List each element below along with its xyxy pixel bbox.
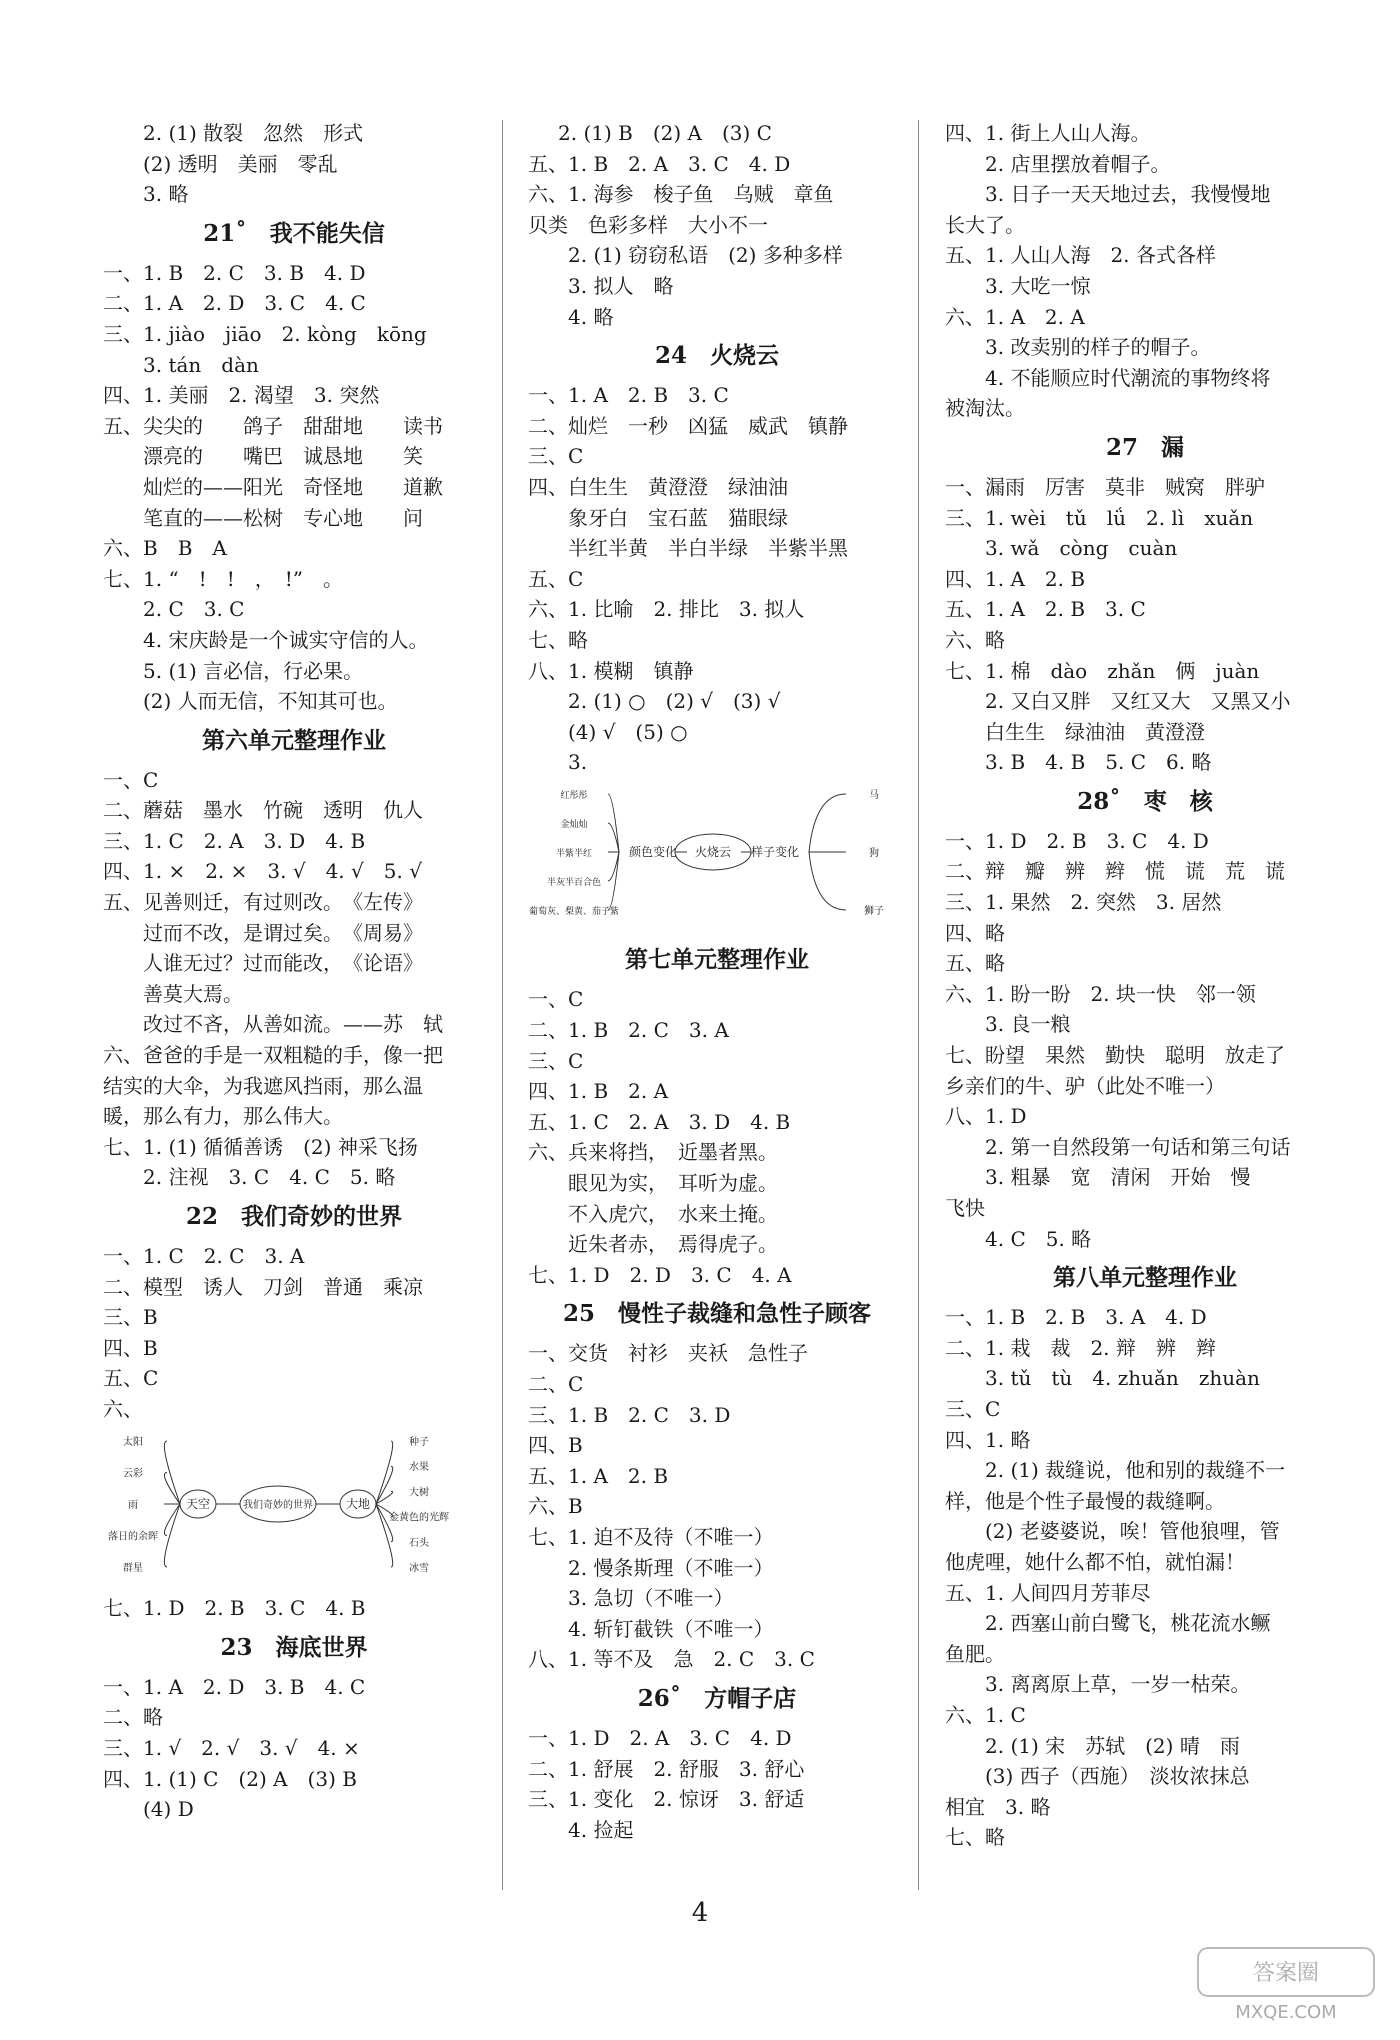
answer-line: 二、辩 瓣 辨 辫 慌 谎 荒 谎 [945, 859, 1285, 884]
answer-line: 3. 离离原上草，一岁一枯荣。 [985, 1672, 1251, 1697]
answer-line: 三、C [528, 444, 584, 469]
answer-line: 3. tán dàn [143, 352, 259, 377]
map-right-leaf: 狮子 [864, 905, 884, 917]
answer-line: 五、1. 人山人海 2. 各式各样 [945, 243, 1216, 268]
answer-line: 白生生 绿油油 黄澄澄 [985, 719, 1205, 744]
answer-line: 一、1. B 2. B 3. A 4. D [945, 1305, 1207, 1330]
answer-line: 四、白生生 黄澄澄 绿油油 [528, 474, 788, 499]
answer-line: 飞快 [945, 1196, 985, 1220]
answer-line: 3. 急切（不唯一） [568, 1586, 734, 1611]
answer-line: 过而不改，是谓过矣。 《周易》 [103, 920, 423, 945]
answer-line: 五、C [103, 1366, 159, 1391]
answer-line: 暖，那么有力，那么伟大。 [103, 1104, 343, 1129]
map-right-leaf: 冰雪 [409, 1562, 429, 1574]
answer-line: (2) 老婆婆说，唉！管他狼哩，管 [985, 1519, 1280, 1544]
answer-line: 他虎哩，她什么都不怕，就怕漏！ [945, 1549, 1245, 1574]
answer-line: 三、1. √ 2. √ 3. √ 4. × [103, 1735, 360, 1760]
answer-line: 七、1. (1) 循循善诱 (2) 神采飞扬 [103, 1134, 418, 1159]
answer-line: 四、1. 略 [945, 1427, 1031, 1452]
answer-line: (3) 西子（西施） 淡妆浓抹总 [985, 1764, 1250, 1789]
answer-line: 2. 慢条斯理（不唯一） [568, 1555, 774, 1580]
answer-line: 五、1. 人间四月芳菲尽 [945, 1580, 1151, 1605]
answer-column-2 [528, 118, 906, 1845]
svg-text:MXQE.COM: MXQE.COM [1235, 2002, 1337, 2023]
mind-map [103, 1429, 485, 1588]
answer-line: 六、兵来将挡， 近墨者黑。 [528, 1140, 778, 1165]
map-right-leaf: 种子 [409, 1436, 429, 1448]
answer-line: 象牙白 宝石蓝 猫眼绿 [528, 505, 788, 530]
map-right-hub-label: 大地 [345, 1496, 371, 1511]
answer-line: 六、B [528, 1494, 583, 1519]
answer-line: 七、略 [945, 1825, 1005, 1850]
map-right-leaf: 水果 [409, 1461, 429, 1473]
answer-line: 三、1. 果然 2. 突然 3. 居然 [945, 890, 1222, 915]
answer-line: 人谁无过？过而能改， 《论语》 [103, 951, 423, 976]
answer-line: 乡亲们的牛、驴（此处不唯一） [945, 1073, 1225, 1098]
answer-line: 三、1. wèi tǔ lǘ 2. lì xuǎn [945, 505, 1254, 530]
answer-line: 长大了。 [945, 212, 1025, 237]
answer-line: 六、1. 海参 梭子鱼 乌贼 章鱼 [528, 182, 834, 207]
map-right-leaf: 大树 [409, 1486, 429, 1498]
mind-map-fire-cloud [528, 782, 898, 922]
answer-line: 4. 斩钉截铁（不唯一） [568, 1616, 774, 1641]
answer-line: 结实的大伞，为我遮风挡雨，那么温 [103, 1073, 423, 1098]
column-divider-1 [502, 120, 503, 1890]
answer-line: 2. (1) 宋 苏轼 (2) 晴 雨 [985, 1733, 1240, 1758]
answer-line: 二、略 [103, 1705, 163, 1730]
answer-line: 六、1. 盼一盼 2. 块一快 邻一领 [945, 981, 1256, 1006]
answer-line: 四、1. A 2. B [945, 566, 1086, 591]
answer-line: 近朱者赤， 焉得虎子。 [528, 1232, 778, 1257]
mind-map-world [103, 1429, 453, 1579]
answer-line: 七、盼望 果然 勤快 聪明 放走了 [945, 1043, 1285, 1068]
answer-line: 五、C [528, 566, 584, 591]
answer-line: 八、1. 等不及 急 2. C 3. C [528, 1647, 815, 1672]
answer-line: 被淘汰。 [945, 396, 1025, 421]
answer-line: 2. 第一自然段第一句话和第三句话 [985, 1134, 1291, 1159]
map-left-hub-label: 天空 [185, 1496, 211, 1511]
section-heading: 23 海底世界 [220, 1633, 368, 1661]
answer-line: 六、1. 比喻 2. 排比 3. 拟人 [528, 597, 805, 622]
answer-line: 五、尖尖的 鸽子 甜甜地 读书 [103, 413, 443, 438]
map-left-leaf: 金灿灿 [560, 819, 588, 830]
answer-line: 四、1. 美丽 2. 渴望 3. 突然 [103, 383, 380, 408]
map-center-label: 我们奇妙的世界 [243, 1499, 313, 1511]
map-left-leaf: 落日的余晖 [108, 1531, 158, 1543]
map-branch [164, 1472, 180, 1504]
map-left-leaf: 半灰半百合色 [546, 877, 602, 888]
answer-line: 样，他是个性子最慢的裁缝啊。 [945, 1488, 1225, 1513]
answer-line: 3. 略 [143, 182, 189, 207]
answer-line: 3. wǎ còng cuàn [985, 536, 1178, 561]
answer-line: 3. 良一粮 [985, 1012, 1071, 1037]
answer-line: 三、1. B 2. C 3. D [528, 1402, 731, 1427]
answer-line: 三、C [528, 1048, 584, 1073]
answer-line: 灿烂的——阳光 奇怪地 道歉 [103, 474, 443, 499]
answer-line: 二、1. 栽 裁 2. 辩 辨 辫 [945, 1335, 1216, 1360]
map-left-leaf: 红彤彤 [560, 790, 588, 801]
answer-line: 4. 捡起 [568, 1817, 634, 1842]
answer-line: 半红半黄 半白半绿 半紫半黑 [528, 536, 848, 561]
answer-line: 2. (1) ○ (2) √ (3) √ [568, 689, 781, 714]
answer-line: 六、1. A 2. A [945, 304, 1085, 329]
answer-line: 漂亮的 嘴巴 诚恳地 笑 [103, 444, 423, 469]
svg-text:答案圈: 答案圈 [1252, 1961, 1320, 1986]
answer-line: 4. 不能顺应时代潮流的事物终将 [985, 365, 1271, 390]
answer-line: 5. (1) 言必信，行必果。 [143, 658, 364, 683]
answer-line: 一、C [528, 987, 584, 1012]
answer-line: (2) 透明 美丽 零乱 [143, 151, 338, 176]
answer-line: 善莫大焉。 [103, 981, 243, 1006]
map-right-leaf: 金黄色的光辉 [389, 1512, 449, 1524]
section-heading: 28˚ 枣 核 [1077, 787, 1213, 815]
answer-line: 一、C [103, 767, 159, 792]
answer-line: 二、蘑菇 墨水 竹碗 透明 仇人 [103, 798, 423, 823]
map-branch [809, 794, 846, 852]
map-branch [809, 852, 846, 910]
answer-line: 七、1. D 2. D 3. C 4. A [528, 1262, 792, 1287]
map-center-label: 火烧云 [694, 844, 732, 859]
answer-line: 不入虎穴， 水来土掩。 [528, 1201, 778, 1226]
answer-line: 笔直的——松树 专心地 问 [103, 505, 423, 530]
answer-line: 四、略 [945, 920, 1005, 945]
map-left-hub-label: 颜色变化 [628, 844, 678, 859]
answer-line: 2. 西塞山前白鹭飞，桃花流水鳜 [985, 1611, 1271, 1636]
answer-line: 七、1. “ ! ! ， !” 。 [103, 566, 343, 591]
answer-line: 贝类 色彩多样 大小不一 [528, 212, 768, 237]
answer-line: 2. 店里摆放着帽子。 [985, 151, 1171, 176]
map-left-leaf: 太阳 [123, 1436, 143, 1448]
map-left-leaf: 群星 [123, 1562, 143, 1574]
section-heading: 26˚ 方帽子店 [637, 1684, 797, 1712]
section-heading: 25 慢性子裁缝和急性子顾客 [562, 1300, 871, 1328]
answer-line: 四、1. 街上人山人海。 [945, 121, 1151, 145]
answer-line: 四、1. (1) C (2) A (3) B [103, 1766, 357, 1791]
answer-line: 眼见为实， 耳听为虚。 [528, 1171, 778, 1196]
answer-line: 2. (1) 窃窃私语 (2) 多种多样 [568, 243, 843, 268]
map-branch [376, 1466, 393, 1504]
answer-line: 五、1. C 2. A 3. D 4. B [528, 1109, 791, 1134]
answer-line: 五、见善则迁，有过则改。 《左传》 [103, 890, 423, 915]
answer-line: 一、1. A 2. D 3. B 4. C [103, 1674, 366, 1699]
answer-line: 五、1. A 2. B [528, 1463, 669, 1488]
answer-line: (2) 人而无信，不知其可也。 [143, 689, 398, 714]
answer-line: 三、1. jiào jiāo 2. kòng kōng [103, 321, 427, 346]
answer-line: 4. 宋庆龄是一个诚实守信的人。 [143, 627, 429, 652]
answer-line: 一、1. D 2. A 3. C 4. D [528, 1725, 792, 1750]
answer-line: 六、1. C [945, 1702, 1026, 1727]
answer-line: 七、1. 棉 dào zhǎn 俩 juàn [945, 658, 1260, 683]
answer-line: 一、交货 衬衫 夹袄 急性子 [528, 1341, 808, 1366]
answer-column-3 [945, 118, 1345, 1853]
answer-line: 五、略 [945, 951, 1005, 976]
answer-line: 4. 略 [568, 304, 614, 329]
answer-line: 六、略 [945, 627, 1005, 652]
section-heading: 第八单元整理作业 [1053, 1264, 1237, 1292]
answer-line: 八、1. 模糊 镇静 [528, 658, 694, 683]
answer-line: 3. 粗暴 宽 清闲 开始 慢 [985, 1165, 1251, 1190]
answer-line: 八、1. D [945, 1104, 1027, 1129]
answer-line: 2. 又白又胖 又红又大 又黑又小 [985, 689, 1291, 714]
answer-line: 三、B [103, 1305, 158, 1330]
section-heading: 第六单元整理作业 [202, 726, 386, 754]
section-heading: 27 漏 [1105, 433, 1184, 461]
answer-line: 六、 [103, 1396, 143, 1421]
map-left-leaf: 半紫半红 [555, 848, 593, 859]
answer-line: 3. 大吃一惊 [985, 273, 1091, 298]
answer-line: 3. 日子一天天地过去，我慢慢地 [985, 182, 1271, 207]
answer-line: 二、灿烂 一秒 凶猛 威武 镇静 [528, 413, 848, 438]
answer-line: 五、1. B 2. A 3. C 4. D [528, 151, 791, 176]
answer-line: 一、漏雨 厉害 莫非 贼窝 胖驴 [945, 474, 1265, 499]
answer-line: 一、1. B 2. C 3. B 4. D [103, 260, 366, 285]
mind-map [528, 782, 906, 931]
answer-line: 二、1. A 2. D 3. C 4. C [103, 291, 366, 316]
answer-line: 五、1. A 2. B 3. C [945, 597, 1146, 622]
map-left-leaf: 云彩 [123, 1468, 143, 1480]
page-number: 4 [691, 1898, 709, 1928]
answer-line: 鱼肥。 [945, 1641, 1005, 1666]
answer-line: 四、B [103, 1335, 158, 1360]
answer-line: 二、C [528, 1372, 584, 1396]
answer-line: 七、略 [528, 627, 588, 652]
map-right-leaf: 狗 [869, 847, 879, 859]
answer-line: 2. (1) B (2) A (3) C [558, 121, 772, 145]
answer-line: (4) D [143, 1797, 194, 1822]
answer-line: (4) √ (5) ○ [568, 719, 688, 744]
answer-line: 三、C [945, 1396, 1001, 1421]
answer-line: 七、1. D 2. B 3. C 4. B [103, 1596, 366, 1621]
answer-line: 三、1. 变化 2. 惊讶 3. 舒适 [528, 1787, 805, 1812]
answer-line: 3. 拟人 略 [568, 273, 674, 298]
answer-line: 四、1. × 2. × 3. √ 4. √ 5. √ [103, 859, 422, 884]
answer-line: 二、1. B 2. C 3. A [528, 1018, 729, 1043]
answer-line: 四、B [528, 1433, 583, 1458]
answer-line: 2. C 3. C [143, 597, 245, 622]
answer-line: 3. B 4. B 5. C 6. 略 [985, 750, 1212, 775]
answer-line: 改过不吝，从善如流。——苏 轼 [103, 1012, 443, 1037]
answer-line: 四、1. B 2. A [528, 1079, 669, 1104]
answer-line: 3. 改卖别的样子的帽子。 [985, 335, 1211, 360]
answer-line: 一、1. D 2. B 3. C 4. D [945, 828, 1209, 853]
answer-line: 二、模型 诱人 刀剑 普通 乘凉 [103, 1274, 423, 1299]
answer-line: 一、1. C 2. C 3. A [103, 1244, 305, 1268]
answer-line: 3. [568, 750, 588, 775]
map-right-leaf: 石头 [409, 1537, 429, 1549]
section-heading: 24 火烧云 [654, 342, 779, 370]
answer-line: 4. C 5. 略 [985, 1226, 1092, 1251]
answer-line: 2. (1) 散裂 忽然 形式 [143, 121, 364, 145]
map-branch [164, 1504, 180, 1536]
section-heading: 22 我们奇妙的世界 [185, 1203, 402, 1230]
answer-line: 3. tǔ tù 4. zhuǎn zhuàn [985, 1366, 1260, 1391]
map-right-leaf: 马 [869, 789, 879, 801]
map-left-leaf: 雨 [128, 1499, 138, 1511]
section-heading: 第七单元整理作业 [625, 946, 809, 974]
answer-line: 三、1. C 2. A 3. D 4. B [103, 828, 366, 853]
answer-line: 相宜 3. 略 [945, 1794, 1051, 1819]
answer-line: 2. (1) 裁缝说，他和别的裁缝不一 [985, 1458, 1286, 1483]
answer-line: 一、1. A 2. B 3. C [528, 383, 729, 408]
answer-column-1 [103, 118, 485, 1825]
map-right-hub-label: 样子变化 [750, 844, 800, 859]
column-divider-2 [918, 120, 919, 1890]
answer-line: 2. 注视 3. C 4. C 5. 略 [143, 1165, 396, 1190]
answer-line: 二、1. 舒展 2. 舒服 3. 舒心 [528, 1756, 805, 1781]
map-left-leaf: 葡萄灰、梨黄、茄子紫 [528, 906, 620, 917]
watermark-logo [1196, 1946, 1376, 2026]
section-heading: 21˚ 我不能失信 [203, 219, 385, 247]
answer-line: 七、1. 迫不及待（不唯一） [528, 1524, 774, 1549]
answer-line: 六、爸爸的手是一双粗糙的手，像一把 [103, 1043, 443, 1068]
answer-line: 六、B B A [103, 536, 227, 561]
